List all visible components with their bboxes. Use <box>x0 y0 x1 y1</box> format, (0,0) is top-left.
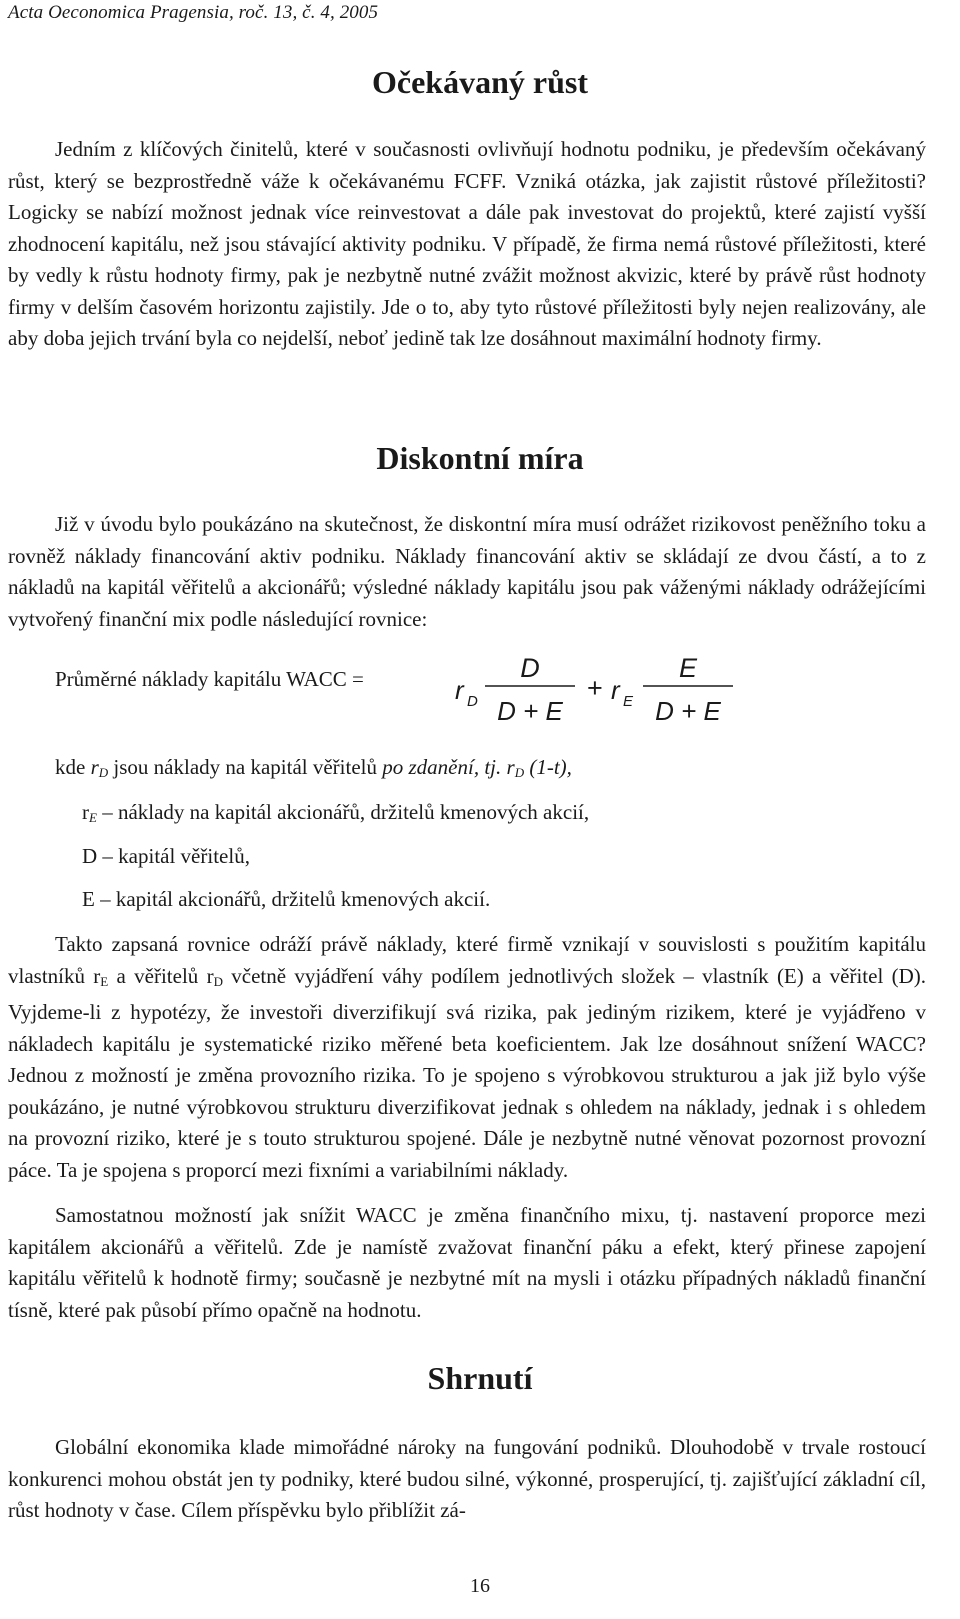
definition-re: $r_E$ – náklady na kapitál akcionářů, držitelů kmenových akcií, <box>82 800 590 825</box>
paragraph-growth: Jedním z klíčových činitelů, které v současnosti ovlivňují hodnotu podniku, je především očekávaný růst, který se bezprostředně váže k očekávanému FCFF. Vzniká otázka, jak zajistit růstové příležitosti? Logicky se nabízí možnost jednak více reinvestovat a dále pak investovat do projektů, které zajistí vyšší zhodnocení kapitálu, než jsou stávající aktivity podniku. V případě, že firma nemá růstové příležitosti, které by vedly k růstu hodnoty firmy, pak je nezbytně nutné zvážit možnost akvizic, které by právě růst hodnoty firmy v delším časovém horizontu zajistily. Jde o to, aby tyto růstové příležitosti byly nejen realizovány, ale aby doba jejich trvání byla co nejdelší, neboť jedině tak lze dosáhnout maximální hodnoty firmy. <box>8 137 926 350</box>
section-title-summary: Shrnutí <box>427 1360 533 1396</box>
paragraph-discount-2: Takto zapsaná rovnice odráží právě náklady, které firmě vznikají v souvislosti s použitím kapitálu vlastníků $r_E$ a věřitelů $r_D$ včetně vyjádření váhy podílem jednotlivých složek – vlastník (E) a věřitel (D). Vyjdeme-li z hypotézy, že investoři diverzifikují svá rizika, pak jediným rizikem, které je vyjádřeno v nákladech kapitálu je systematické riziko měřené beta koeficientem. Jak lze dosáhnout snížení WACC? Jednou z možností je změna provozního rizika. To je spojeno s výrobkovou strukturou a jak již bylo výše poukázáno, je nutné výrobkovou strukturu diverzifikovat jednak s ohledem na náklady, jednak i s ohledem na provozní riziko, které je s touto strukturou spojené. Dále je nezbytně nutné věnovat pozornost provozní páce. Ta je spojena s proporcí mezi fixními a variabilními náklady. <box>8 932 926 1182</box>
paragraph-summary: Globální ekonomika klade mimořádné nároky na fungování podniků. Dlouhodobě v trvale rostoucí konkurenci mohou obstát jen ty podniky, které budou silné, výkonné, prosperující, tj. zajišťující základní cíl, růst hodnoty v čase. Cílem příspěvku bylo přiblížit zá- <box>8 1435 926 1522</box>
paragraph-discount-1: Již v úvodu bylo poukázáno na skutečnost, že diskontní míra musí odrážet rizikovost peněžního toku a rovněž náklady financování aktiv podniku. Náklady financování aktiv se skládají ze dvou částí, a to z nákladů na kapitál věřitelů a akcionářů; výsledné náklady kapitálu jsou pak váženými náklady odrážejícími vytvořený finanční mix podle následující rovnice: <box>8 512 926 631</box>
r-e-symbol: r <box>611 675 620 705</box>
paragraph-discount-3: Samostatnou možností jak snížit WACC je změna finančního mixu, tj. nastavení proporce mezi kapitálem akcionářů a věřitelů. Zde je namístě zvažovat finanční páku a efekt, který přinese zapojení kapitálu věřitelů k hodnotě firmy; současně je nezbytné mít na mysli i otázku případných nákladů finanční tísně, které pak působí přímo opačně na hodnotu. <box>8 1203 926 1322</box>
denominator-d: D + E <box>497 696 563 726</box>
numerator-d: D <box>520 653 540 683</box>
wacc-equation <box>447 649 757 729</box>
r-e-subscript: E <box>623 693 634 710</box>
r-d-symbol: r <box>455 675 464 705</box>
wacc-formula-label: Průměrné náklady kapitálu WACC = <box>55 667 364 691</box>
denominator-e: D + E <box>655 696 721 726</box>
r-d-subscript: D <box>467 693 478 710</box>
journal-header: Acta Oeconomica Pragensia, roč. 13, č. 4, 2005 <box>8 2 379 23</box>
section-title-growth: Očekávaný růst <box>372 64 588 100</box>
definition-d: D – kapitál věřitelů, <box>82 844 250 868</box>
definition-rd: kde $r_D$ jsou náklady na kapitál věřitelů po zdanění, tj. $r_D$ (1-t), <box>55 755 572 780</box>
wacc-formula <box>55 653 755 726</box>
page-number: 16 <box>470 1575 490 1597</box>
numerator-e: E <box>678 653 698 683</box>
section-title-discount: Diskontní míra <box>376 440 584 476</box>
definition-e: E – kapitál akcionářů, držitelů kmenových akcií. <box>82 887 491 911</box>
plus-sign: + <box>587 673 603 703</box>
